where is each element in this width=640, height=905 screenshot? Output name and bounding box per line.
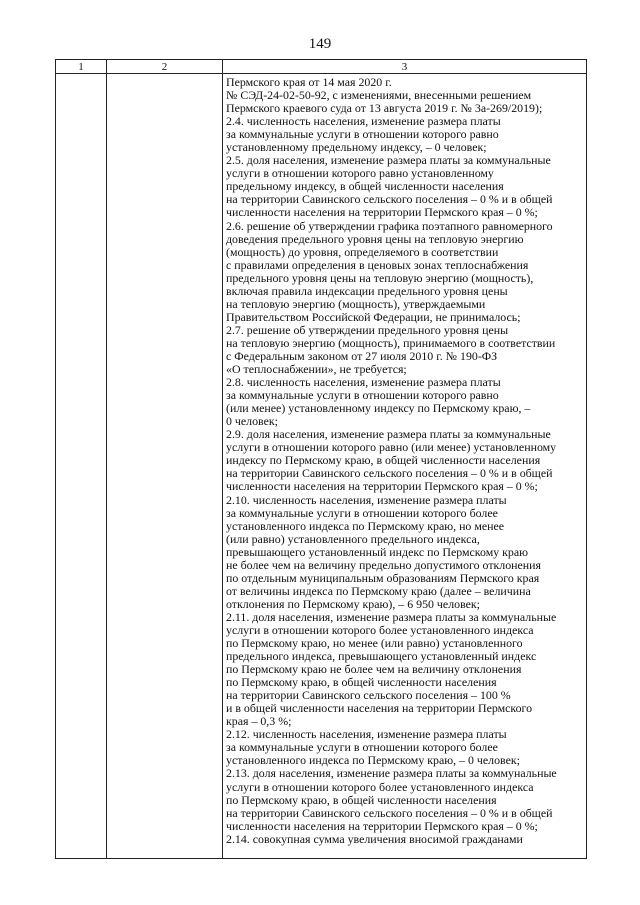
- text-line: по Пермскому краю, но менее (или равно) установленного: [226, 636, 523, 651]
- table-header-row: [56, 60, 587, 74]
- text-line: 2.9. доля населения, изменение размера платы за коммунальные: [226, 427, 551, 442]
- text-line: индексу по Пермскому краю, в общей численности населения: [226, 453, 541, 468]
- text-line: 2.13. доля населения, изменение размера платы за коммунальные: [226, 766, 557, 781]
- text-line: 0 человек;: [226, 414, 278, 429]
- document-table: [55, 59, 587, 859]
- text-line: отклонения по Пермскому краю), – 6 950 человек;: [226, 596, 480, 611]
- text-line: № СЭД-24-02-50-92, с изменениями, внесенными решением: [226, 88, 532, 103]
- text-line: Пермского края от 14 мая 2020 г.: [226, 75, 392, 89]
- text-line: установленного индекса по Пермскому краю, но менее: [226, 518, 505, 533]
- text-line: установленному предельному индексу, – 0 человек;: [226, 140, 487, 155]
- text-line: доведения предельного уровня цены на тепловую энергию: [226, 231, 524, 246]
- text-line: за коммунальные услуги в отношении которого более: [226, 740, 498, 755]
- text-line: на территории Савинского сельского поселения – 100 %: [226, 688, 511, 703]
- text-line: численности населения на территории Пермского края – 0 %;: [226, 205, 538, 220]
- text-line: 2.7. решение об утверждении предельного уровня цены: [226, 322, 509, 337]
- text-line: (или менее) установленному индексу по Пермскому краю, –: [226, 401, 531, 416]
- text-line: услуги в отношении которого равно (или менее) установленному: [226, 440, 557, 455]
- text-line: численности населения на территории Пермского края – 0 %;: [226, 818, 538, 833]
- text-line: за коммунальные услуги в отношении которого равно: [226, 127, 499, 142]
- text-line: (или равно) установленного предельного индекса,: [226, 531, 480, 546]
- text-line: Пермского краевого суда от 13 августа 2019 г. № 3а-269/2019);: [226, 101, 543, 116]
- text-line: на тепловую энергию (мощность), утверждаемыми: [226, 296, 486, 311]
- table-row: [56, 74, 587, 859]
- text-line: 2.14. совокупная сумма увеличения вносимой гражданами: [226, 831, 523, 846]
- text-line: численности населения на территории Пермского края – 0 %;: [226, 479, 538, 494]
- text-line: и в общей численности населения на территории Пермского: [226, 701, 533, 716]
- text-line: 2.5. доля населения, изменение размера платы за коммунальные: [226, 153, 551, 168]
- text-line: на территории Савинского сельского поселения – 0 % и в общей: [226, 192, 553, 207]
- text-line: установленного индекса по Пермскому краю, – 0 человек;: [226, 753, 520, 768]
- column-header-1: 1: [56, 60, 107, 74]
- text-line: (мощность) до уровня, определяемого в соответствии: [226, 244, 499, 259]
- text-line: включая правила индексации предельного уровня цены: [226, 283, 508, 298]
- text-line: предельного уровня цены на тепловую энергию (мощность),: [226, 270, 534, 285]
- text-line: не более чем на величину предельно допустимого отклонения: [226, 557, 542, 572]
- text-line: предельному индексу, в общей численности населения: [226, 179, 504, 194]
- text-line: 2.12. численность населения, изменение размера платы: [226, 727, 507, 742]
- text-line: 2.8. численность населения, изменение размера платы: [226, 375, 501, 390]
- text-line: от величины индекса по Пермскому краю (далее – величина: [226, 583, 531, 598]
- text-line: на тепловую энергию (мощность), принимаемого в соответствии: [226, 335, 556, 350]
- text-line: по Пермскому краю, в общей численности населения: [226, 675, 497, 690]
- text-line: на территории Савинского сельского поселения – 0 % и в общей: [226, 466, 553, 481]
- column-3-cell: [223, 74, 587, 859]
- text-line: на территории Савинского сельского поселения – 0 % и в общей: [226, 805, 553, 820]
- text-line: с правилами определения в ценовых зонах теплоснабжения: [226, 257, 529, 272]
- text-line: по Пермскому краю не более чем на величину отклонения: [226, 662, 522, 677]
- text-line: предельного индекса, превышающего установленный индекс: [226, 649, 537, 664]
- text-line: 2.10. численность населения, изменение размера платы: [226, 492, 507, 507]
- text-line: по Пермскому краю, в общей численности населения: [226, 792, 497, 807]
- text-line: «О теплоснабжении», не требуется;: [226, 362, 407, 377]
- text-line: за коммунальные услуги в отношении которого более: [226, 505, 498, 520]
- column-3-text: [223, 74, 586, 846]
- text-line: превышающего установленный индекс по Пермскому краю: [226, 544, 529, 559]
- text-line: услуги в отношении которого равно установленному: [226, 166, 494, 181]
- text-line: 2.6. решение об утверждении графика поэтапного равномерного: [226, 218, 553, 233]
- column-header-2: 2: [107, 60, 223, 74]
- text-line: края – 0,3 %;: [226, 714, 292, 729]
- text-line: Правительством Российской Федерации, не принималось;: [226, 309, 521, 324]
- column-header-3: 3: [223, 60, 587, 74]
- text-line: за коммунальные услуги в отношении которого равно: [226, 388, 499, 403]
- text-line: услуги в отношении которого более установленного индекса: [226, 779, 534, 794]
- text-line: по отдельным муниципальным образованиям Пермского края: [226, 570, 540, 585]
- text-line: с Федеральным законом от 27 июля 2010 г. № 190-ФЗ: [226, 348, 498, 363]
- page-number: 149: [308, 36, 332, 52]
- text-line: 2.11. доля населения, изменение размера платы за коммунальные: [226, 609, 557, 624]
- column-2-cell: [107, 74, 223, 859]
- text-line: услуги в отношении которого более установленного индекса: [226, 622, 534, 637]
- column-1-cell: [56, 74, 107, 859]
- text-line: 2.4. численность населения, изменение размера платы: [226, 114, 501, 129]
